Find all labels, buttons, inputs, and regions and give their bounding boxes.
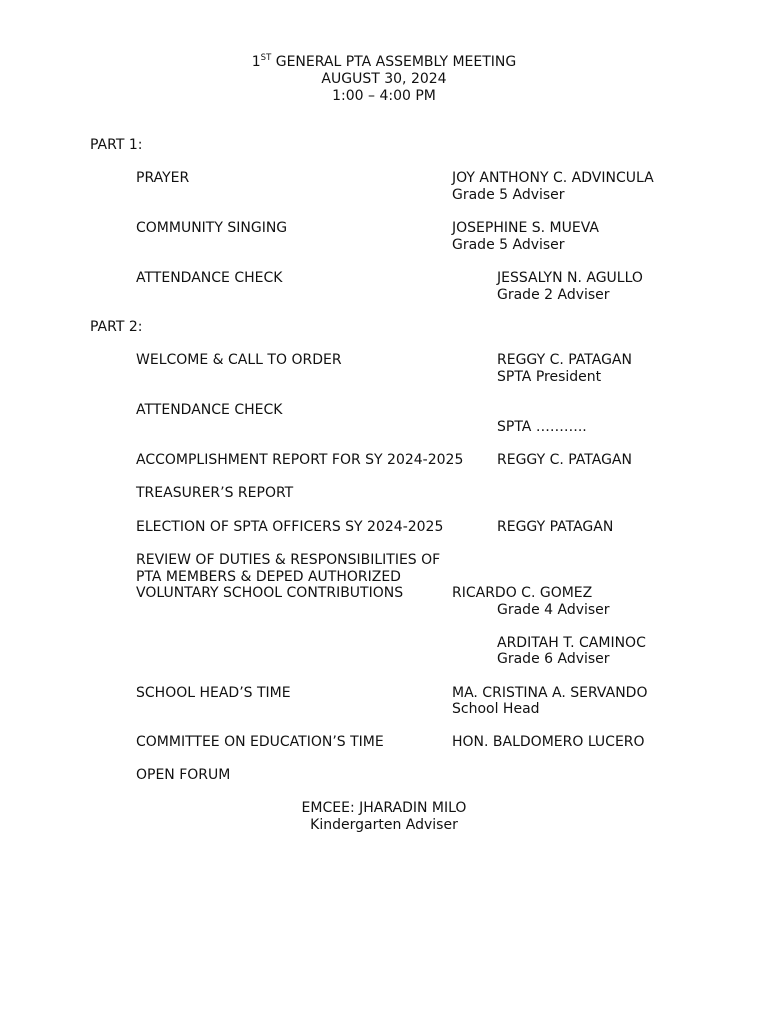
emcee-name: EMCEE: JHARADIN MILO [301, 800, 467, 816]
part1-activity: ATTENDANCE CHECK [136, 270, 283, 286]
part1-activity: PRAYER [136, 170, 190, 186]
part2-activity: TREASURER’S REPORT [136, 485, 294, 501]
part1-label: PART 1: [90, 137, 143, 153]
part2-person: REGGY PATAGAN [497, 519, 614, 535]
part2-activity-line: REVIEW OF DUTIES & RESPONSIBILITIES OF [136, 552, 441, 568]
part2-role: School Head [452, 701, 540, 717]
part2-role: Grade 4 Adviser [497, 602, 610, 618]
meeting-time: 1:00 – 4:00 PM [332, 88, 436, 104]
title-ordinal-suffix: ST [260, 53, 272, 63]
part2-activity: ACCOMPLISHMENT REPORT FOR SY 2024-2025 [136, 452, 464, 468]
title-text: GENERAL PTA ASSEMBLY MEETING [271, 54, 517, 70]
part2-activity-line: PTA MEMBERS & DEPED AUTHORIZED [136, 569, 401, 585]
part1-person: JOY ANTHONY C. ADVINCULA [452, 170, 654, 186]
part2-person: ARDITAH T. CAMINOC [497, 635, 646, 651]
part2-person: HON. BALDOMERO LUCERO [452, 734, 645, 750]
part2-activity: WELCOME & CALL TO ORDER [136, 352, 342, 368]
part1-role: Grade 5 Adviser [452, 237, 565, 253]
part2-activity: OPEN FORUM [136, 767, 231, 783]
part2-person: MA. CRISTINA A. SERVANDO [452, 685, 648, 701]
part1-role: Grade 2 Adviser [497, 287, 610, 303]
part1-person: JESSALYN N. AGULLO [497, 270, 643, 286]
document-title [0, 54, 768, 71]
meeting-date: AUGUST 30, 2024 [321, 71, 447, 87]
part2-activity: ELECTION OF SPTA OFFICERS SY 2024-2025 [136, 519, 444, 535]
emcee-role: Kindergarten Adviser [310, 817, 458, 833]
part2-role: SPTA President [497, 369, 602, 385]
part2-person: REGGY C. PATAGAN [497, 352, 632, 368]
part2-activity: SCHOOL HEAD’S TIME [136, 685, 291, 701]
part1-person: JOSEPHINE S. MUEVA [452, 220, 599, 236]
part2-activity-line: VOLUNTARY SCHOOL CONTRIBUTIONS [136, 585, 404, 601]
part2-label: PART 2: [90, 319, 143, 335]
part1-role: Grade 5 Adviser [452, 187, 565, 203]
part2-activity: ATTENDANCE CHECK [136, 402, 283, 418]
part2-person: SPTA ……….. [497, 419, 587, 435]
part2-activity: COMMITTEE ON EDUCATION’S TIME [136, 734, 384, 750]
part1-activity: COMMUNITY SINGING [136, 220, 288, 236]
title-number: 1 [251, 54, 261, 70]
part2-person: RICARDO C. GOMEZ [452, 585, 593, 601]
part2-role: Grade 6 Adviser [497, 651, 610, 667]
part2-person: REGGY C. PATAGAN [497, 452, 632, 468]
